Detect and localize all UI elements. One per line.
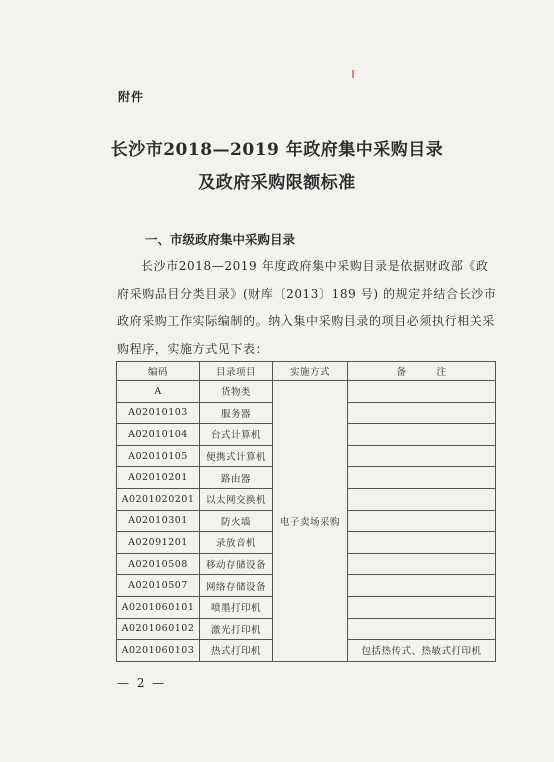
- header-code: 编码: [117, 362, 200, 381]
- table-body: [117, 381, 496, 662]
- cell-item: 路由器: [200, 467, 273, 489]
- red-mark: [352, 70, 354, 78]
- cell-note: [348, 445, 496, 467]
- cell-code: A02010105: [117, 445, 200, 467]
- procurement-table: [116, 361, 496, 662]
- cell-item: 移动存储设备: [200, 553, 273, 575]
- cell-code: A02010507: [117, 575, 200, 597]
- cell-note: [348, 575, 496, 597]
- cell-note: [348, 488, 496, 510]
- header-note: 备 注: [348, 362, 496, 381]
- cell-note: [348, 424, 496, 446]
- cell-note: [348, 553, 496, 575]
- cell-code: A02010103: [117, 402, 200, 424]
- cell-item: 服务器: [200, 402, 273, 424]
- cell-code: A0201060101: [117, 596, 200, 618]
- attachment-label: 附件: [118, 90, 145, 104]
- cell-item: 录放音机: [200, 532, 273, 554]
- cell-note: [348, 381, 496, 403]
- cell-note: [348, 532, 496, 554]
- cell-code: A02010301: [117, 510, 200, 532]
- cell-note: [348, 402, 496, 424]
- cell-item: 货物类: [200, 381, 273, 403]
- cell-item: 激光打印机: [200, 618, 273, 640]
- cell-code: A0201060102: [117, 618, 200, 640]
- cell-item: 便携式计算机: [200, 445, 273, 467]
- table-row: [117, 381, 496, 403]
- cell-code: A02010508: [117, 553, 200, 575]
- header-method: 实施方式: [273, 362, 348, 381]
- header-item: 目录项目: [200, 362, 273, 381]
- table-header-row: [117, 362, 496, 381]
- cell-note: [348, 596, 496, 618]
- cell-code: A02010201: [117, 467, 200, 489]
- cell-code: A02091201: [117, 532, 200, 554]
- section-heading: 一、市级政府集中采购目录: [145, 232, 296, 247]
- cell-item: 热式打印机: [200, 640, 273, 662]
- cell-item: 喷墨打印机: [200, 596, 273, 618]
- title-line-1: 长沙市2018—2019 年政府集中采购目录: [110, 140, 444, 160]
- cell-code: A0201020201: [117, 488, 200, 510]
- cell-code: A: [117, 381, 200, 403]
- title-line-2: 及政府采购限额标准: [198, 173, 356, 193]
- cell-item: 防火墙: [200, 510, 273, 532]
- cell-note: [348, 467, 496, 489]
- cell-item: 台式计算机: [200, 424, 273, 446]
- page-number: — 2 —: [117, 676, 167, 690]
- cell-note: [348, 510, 496, 532]
- cell-note: 包括热传式、热敏式打印机: [348, 640, 496, 662]
- body-paragraph: 长沙市2018—2019 年度政府集中采购目录是依据财政部《政府采购品目分类目录》(财库〔2013〕189 号) 的规定并结合长沙市政府采购工作实际编制的。纳入集中采购目录的项目必须执行相关采购程序，实施方式见下表：: [117, 259, 497, 356]
- cell-code: A02010104: [117, 424, 200, 446]
- cell-item: 网络存储设备: [200, 575, 273, 597]
- cell-note: [348, 618, 496, 640]
- cell-code: A0201060103: [117, 640, 200, 662]
- cell-item: 以太网交换机: [200, 488, 273, 510]
- cell-method-merged: 电子卖场采购: [273, 381, 348, 662]
